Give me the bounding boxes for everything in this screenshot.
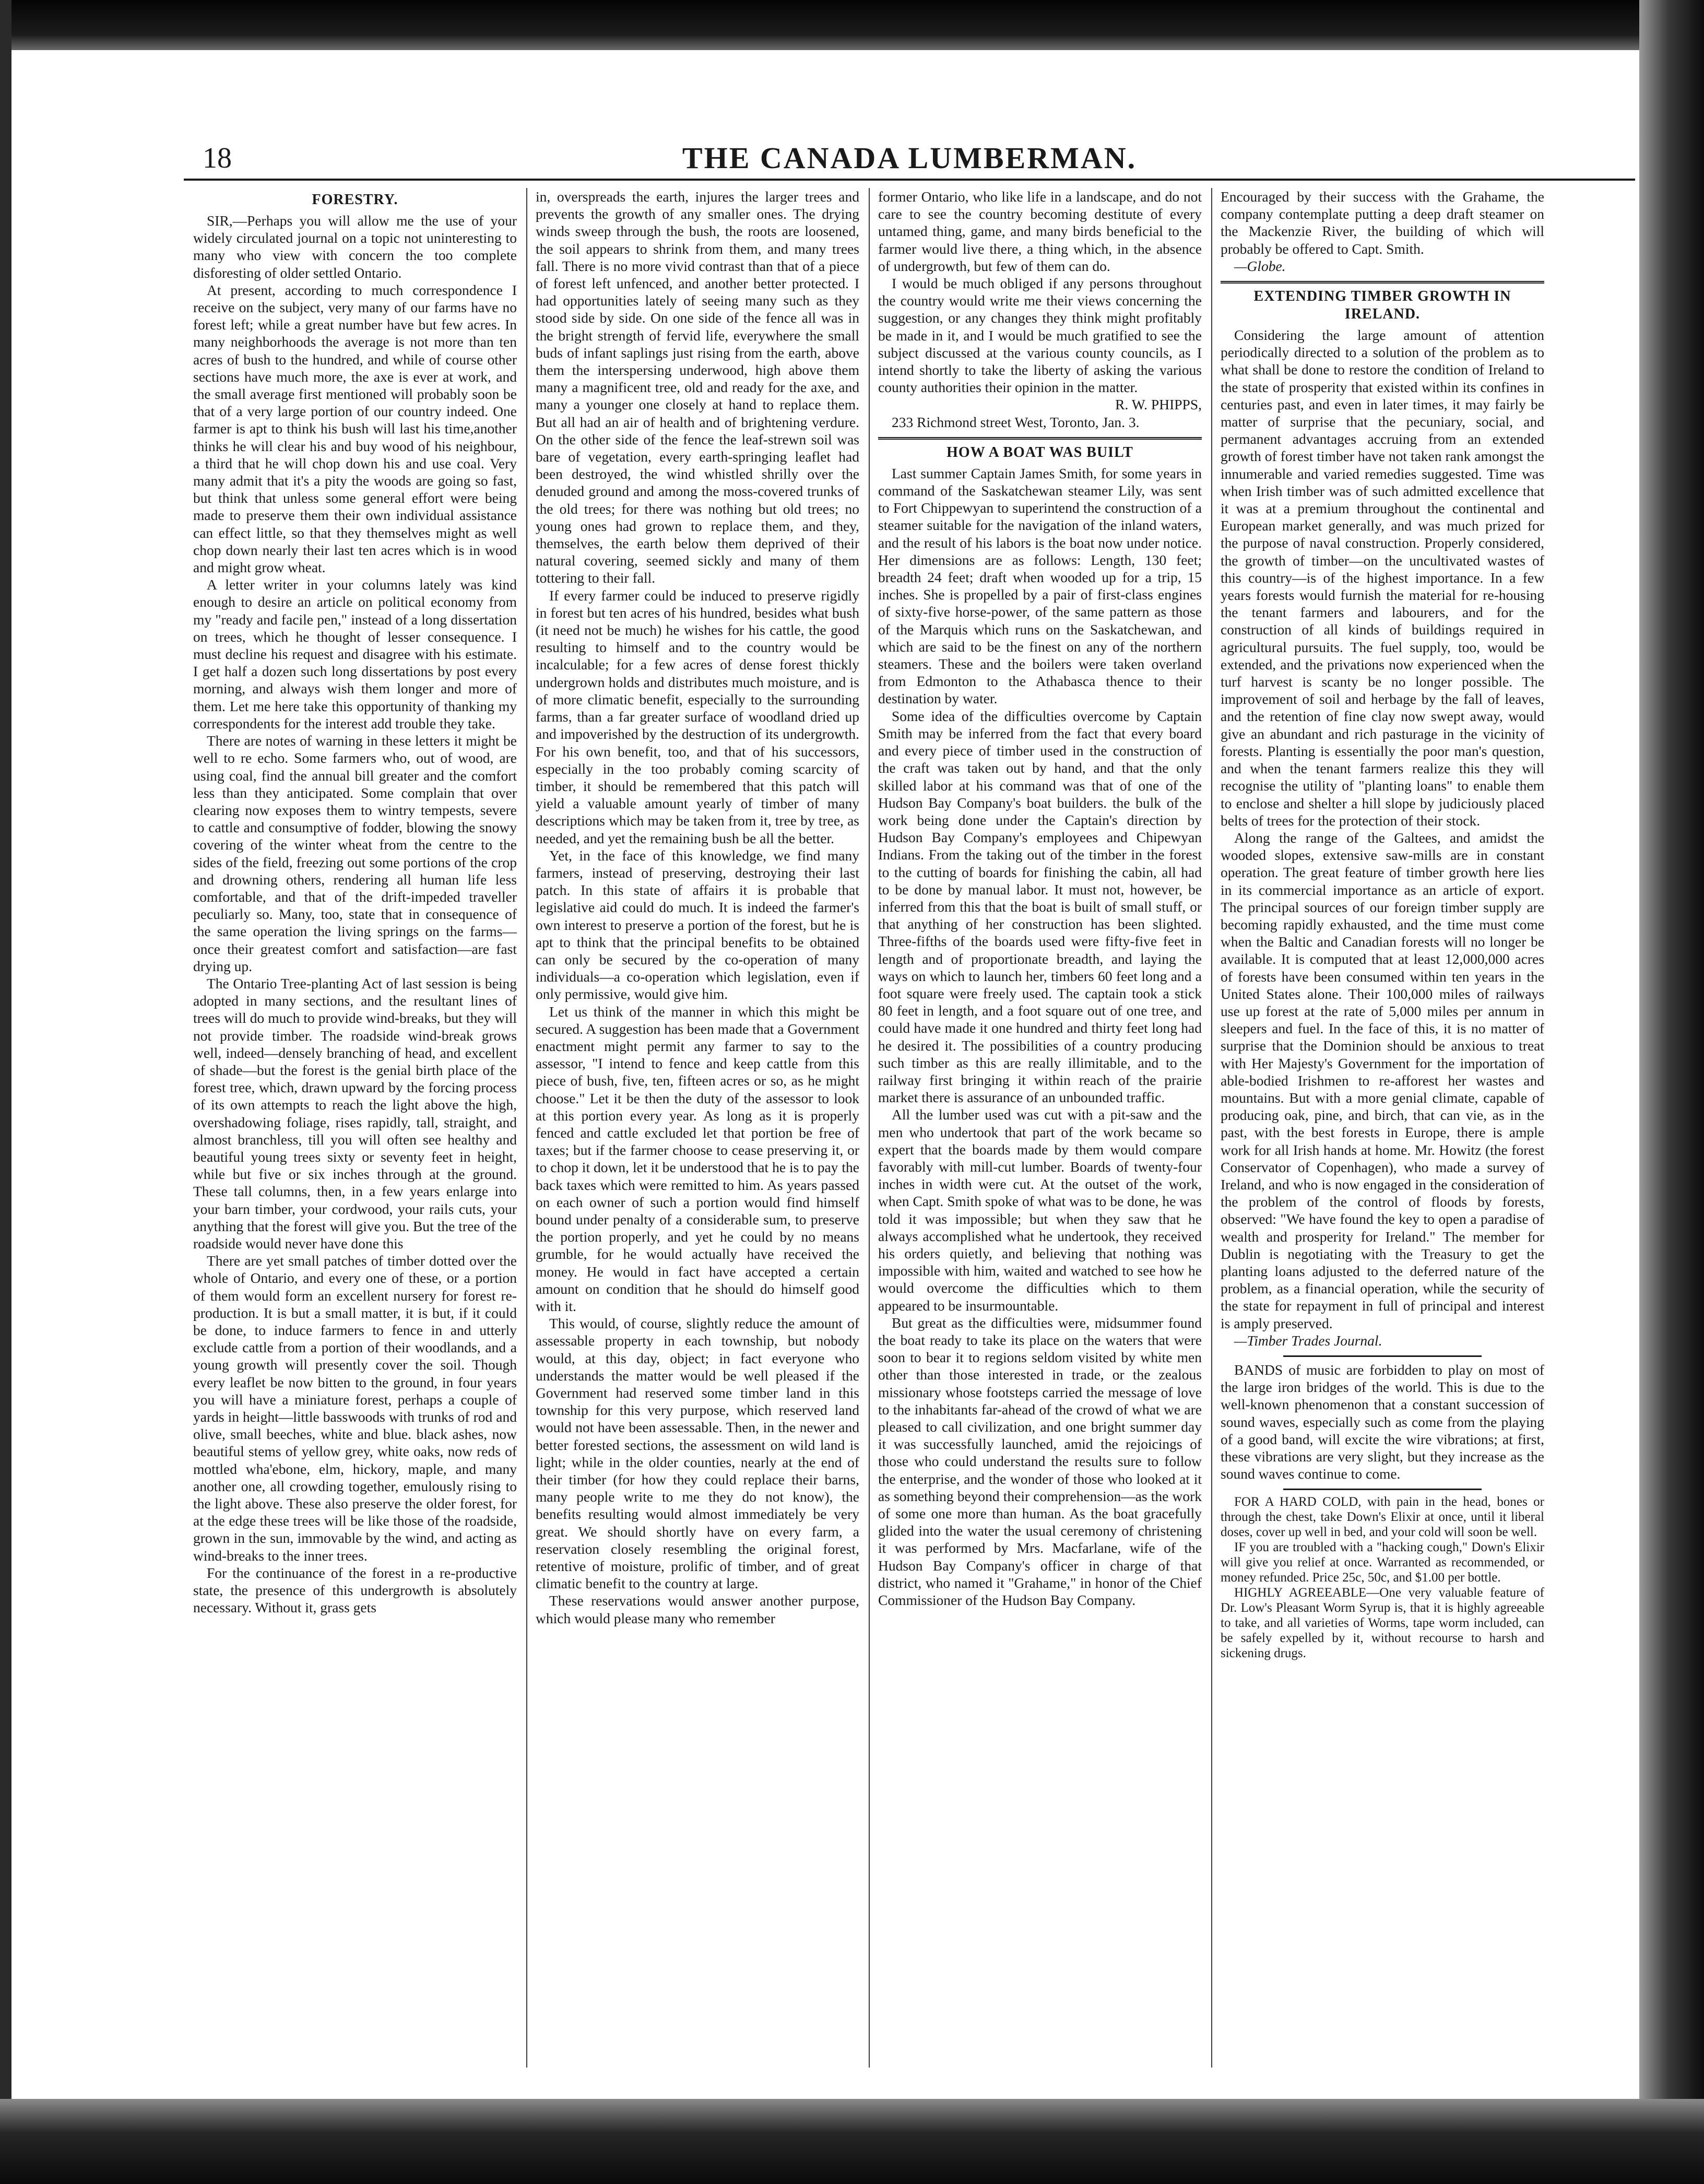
paragraph: For the continuance of the forest in a re-productive state, the presence of this undergrowth is absolutely necessary. Without it, grass gets bbox=[193, 1564, 517, 1616]
scan-border-left bbox=[0, 0, 11, 2184]
newspaper-title: THE CANADA LUMBERMAN. bbox=[682, 141, 1137, 175]
paragraph: But great as the difficulties were, midsummer found the boat ready to take its place on the waters that were soon to bear it to regions seldom visited by white men other than those interested in trade, or the zealous missionary whose footsteps carried the message of love to the inhabitants far-ahead of the crowd of what we are pleased to call civilization, and one bright summer day it was successfully launched, amid the rejoicings of those who could understand the results sure to follow the enterprise, and the wonder of those who looked at it as something beyond their comprehension—as the work of some one more than human. As the boat gracefully glided into the water the usual ceremony of christening it was performed by Mrs. Macfarlane, wife of the Hudson Bay Company's officer in charge of that district, who named it "Grahame," in honor of the Chief Commissioner of the Hudson Bay Company. bbox=[878, 1314, 1202, 1609]
column-rule bbox=[869, 188, 870, 2068]
paragraph: A letter writer in your columns lately was kind enough to desire an article on political economy from my "ready and facile pen," instead of a long dissertation on trees, which he thought of lesser consequence. I must decline his request and disagree with his estimate. I get half a dozen such long dissertations by post every morning, and always wish them longer and more of them. Let me here take this opportunity of thanking my correspondents for the interest add trouble they take. bbox=[193, 576, 517, 731]
article-columns bbox=[184, 188, 1635, 2068]
advertisement: HIGHLY AGREEABLE—One very valuable feature of Dr. Low's Pleasant Worm Syrup is, that it is highly agreeable to take, and all varieties of Worms, tape worm included, can be safely expelled by it, without recourse to harsh and sickening drugs. bbox=[1221, 1586, 1544, 1661]
advertisement: IF you are troubled with a "hacking cough," Down's Elixir will give you relief at once. Warranted as recommended, or money refunded. Price 25c, 50c, and $1.00 per bottle. bbox=[1221, 1540, 1544, 1585]
address: 233 Richmond street West, Toronto, Jan. 3. bbox=[892, 414, 1140, 430]
masthead bbox=[184, 140, 1635, 181]
source-credit: —Timber Trades Journal. bbox=[1234, 1332, 1382, 1349]
section-divider bbox=[1283, 1489, 1482, 1490]
paragraph: former Ontario, who like life in a landscape, and do not care to see the country becoming destitute of every untamed thing, game, and many birds beneficial to the farmer would live there, a thing which, in the absence of undergrowth, but few of them can do. bbox=[878, 188, 1202, 274]
section-divider bbox=[1283, 1355, 1482, 1357]
paragraph: Encouraged by their success with the Grahame, the company contemplate putting a deep draft steamer on the Mackenzie River, the building of which will probably be offered to Capt. Smith. bbox=[1221, 188, 1544, 257]
paragraph: There are yet small patches of timber dotted over the whole of Ontario, and every one of these, or a portion of them would form an excellent nursery for forest re-production. It is but a small matter, it is but, if it could be done, to induce farmers to fence in and utterly exclude cattle from a portion of their woodlands, and a young growth will presently cover the soil. Though every leaflet be now bitten to the ground, in four years you will have a miniature forest, perhaps a couple of yards in height—little basswoods with trunks of rod and olive, small beeches, white and blue. black ashes, now beautiful stems of yellow grey, white oaks, now reds of mottled wha'ebone, elm, hickory, maple, and many another one, all crowding together, emulously rising to the light above. These also preserve the older forest, for at the edge these trees will be like those of the roadside, grown in the sun, immovable by the wind, and acting as wind-breaks to the inner trees. bbox=[193, 1253, 517, 1564]
paragraph: Along the range of the Galtees, and amidst the wooded slopes, extensive saw-mills are in constant operation. The great feature of timber growth here lies in its commercial importance as an article of export. The principal sources of our foreign timber supply are becoming rapidly exhausted, and the time must come when the Baltic and Canadian forests will no longer be available. It is computed that at least 12,000,000 acres of forests have been consumed within ten years in the United States alone. Their 100,000 miles of railways use up forest at the rate of 5,000 miles per annum in sleepers and fuel. In the face of this, it is no matter of surprise that the Dominion should be anxious to treat with Her Majesty's Government for the importation of able-bodied Irishmen to re-afforest her wastes and mountains. But with a more genial climate, capable of producing oak, pine, and birch, that can vie, as in the past, with the best forests in Europe, there is ample work for all Irish hands at home. Mr. Howitz (the forest Conservator of Copenhagen), who made a survey of Ireland, and who is now engaged in the consideration of the problem of the control of floods by forests, observed: "We have found the key to open a paradise of wealth and prosperity for Ireland." The member for Dublin is negotiating with the Treasury to get the planting loans adjusted to the deferred nature of the problem, as a financial operation, while the security of the state for repayment in full of principal and interest is amply preserved. bbox=[1221, 829, 1544, 1331]
paragraph: There are notes of warning in these letters it might be well to re echo. Some farmers who, out of wood, are using coal, find the annual bill greater and the comfort less than they anticipated. Some complain that over clearing now exposes them to wintry tempests, severe to cattle and consumptive of fodder, blowing the snowy covering of the winter wheat from the centre to the sides of the field, freezing out some portions of the crop and drowning others, rendering all human life less comfortable, and that of the drift-impeded traveller peculiarly so. Many, too, state that in consequence of the same operation the living springs on the farms—once their greatest comfort and satisfaction—are fast drying up. bbox=[193, 733, 517, 974]
scan-border-bottom bbox=[0, 2099, 1704, 2184]
article-heading-boat: HOW A BOAT WAS BUILT bbox=[878, 437, 1202, 462]
newspaper-page bbox=[184, 140, 1635, 2072]
article-heading-forestry: FORESTRY. bbox=[312, 192, 398, 208]
column-1 bbox=[193, 188, 517, 2068]
source-credit: —Globe. bbox=[1234, 257, 1286, 274]
paragraph: in, overspreads the earth, injures the larger trees and prevents the growth of any smaller ones. The drying winds sweep through the bush, the roots are loosened, the soil appears to shrink from them, and many trees fall. There is no more vivid contrast than that of a piece of forest left unfenced, and another better protected. I had opportunities lately of seeing many such as they stood side by side. On one side of the fence all was in the bright strength of fervid life, everywhere the small buds of infant saplings just rising from the earth, above them the interspersing underwood, high above them many a magnificent tree, old and ready for the axe, and many a younger one closely at hand to replace them. But all had an air of health and of brightening verdure. On the other side of the fence the leaf-strewn soil was bare of vegetation, every earth-springing leaflet had been destroyed, the wind whistled shrilly over the denuded ground and among the moss-covered trunks of the old trees; for there was nothing but old trees; no young ones had grown to replace them, and they, themselves, the earth below them deprived of their natural covering, seemed sickly and many of them tottering to their fall. bbox=[536, 188, 859, 586]
signature: R. W. PHIPPS, bbox=[1115, 396, 1202, 413]
paragraph: Some idea of the difficulties overcome by Captain Smith may be inferred from the fact that every board and every piece of timber used in the construction of the craft was taken out by hand, and that the only skilled labor at his command was that of one of the Hudson Bay Company's boat builders. the bulk of the work being done under the Captain's direction by Hudson Bay Company's employees and Chipewyan Indians. From the taking out of the timber in the forest to the cutting of boards for finishing the cabin, all had to be done by manual labor. It must not, however, be inferred from this that the boat is built of small stuff, or that anything of her construction has been slighted. Three-fifths of the boards used were fifty-five feet in length and of proportionate breadth, and laying the ways on which to launch her, timbers 60 feet long and a foot square were freely used. The captain took a stick 80 feet in length, and a foot square out of one tree, and could have made it one hundred and thirty feet long had he desired it. The possibilities of a country producing such timber as this are really illimitable, and to the railway first bringing it within reach of the prairie market there is assurance of an unbounded traffic. bbox=[878, 707, 1202, 1106]
paragraph: The Ontario Tree-planting Act of last session is being adopted in many sections, and the resultant lines of trees will do much to provide wind-breaks, but they will not provide timber. The roadside wind-break grows well, indeed—densely branching of head, and excellent of shade—but the forest is the genial birth place of the forest tree, which, drawn upward by the forcing process of its own attempts to reach the light above the high, overshadowing foliage, rises rapidly, tall, straight, and almost branchless, till you will often see healthy and beautiful young trees sixty or seventy feet in height, while but five or six inches through at the ground. These tall columns, then, in a few years enlarge into your barn timber, your cordwood, your rails cuts, your anything that the forest will give you. But the tree of the roadside would never have done this bbox=[193, 975, 517, 1252]
column-3 bbox=[878, 188, 1202, 2068]
advertisement: FOR A HARD COLD, with pain in the head, bones or through the chest, take Down's Elixir at once, until it liberal doses, cover up well in bed, and your cold will soon be well. bbox=[1221, 1495, 1544, 1540]
page-number: 18 bbox=[203, 142, 232, 174]
paragraph: If every farmer could be induced to preserve rigidly in forest but ten acres of his hundred, besides what bush (it need not be much) he wishes for his cattle, the good resulting to himself and to the country would be incalculable; for a few acres of dense forest thickly undergrown holds and distributes much moisture, and is of more climatic benefit, especially to the surrounding farms, than a far greater surface of woodland dried up and impoverished by the destruction of its undergrowth. For his own benefit, too, and that of his successors, especially in the too probably coming scarcity of timber, it should be remembered that this patch will yield a valuable amount yearly of timber of many descriptions which may be taken from it, tree by tree, as needed, and yet the remaining bush be all the better. bbox=[536, 587, 859, 846]
paragraph: All the lumber used was cut with a pit-saw and the men who undertook that part of the work became so expert that the boards made by them would compare favorably with mill-cut lumber. Boards of twenty-four inches in width were cut. At the outset of the work, when Capt. Smith spoke of what was to be done, he was told it was impossible; but when they saw that he always accomplished what he undertook, they received his orders quietly, and believing that nothing was impossible with him, waited and watched to see how he would overcome the difficulties which to them appeared to be insurmountable. bbox=[878, 1106, 1202, 1314]
paragraph: This would, of course, slightly reduce the amount of assessable property in each township, but nobody would, at this day, object; in fact everyone who understands the matter would be well pleased if the Government had reserved some timber land in this township for this very purpose, which reserved land would not have been assessable. Then, in the newer and better forested sections, the assessment on wild land is light; while in the older counties, nearly at the end of their timber (for how they could replace their barns, many people write to me they do not know), the benefits resulting would almost immediately be very great. We should shortly have on every farm, a reservation closely resembling the original forest, retentive of moisture, prolific of timber, and of great climatic benefit to the country at large. bbox=[536, 1315, 859, 1592]
paragraph: At present, according to much correspondence I receive on the subject, very many of our farms have no forest left; while a great number have but few acres. In many neighborhoods the average is not more than ten acres of bush to the hundred, and while of course other sections have much more, the axe is ever at work, and the small average first mentioned will probably soon be that of a very large portion of our country indeed. One farmer is apt to think his bush will last his time,another thinks he will clear his and buy wood of his neighbour, a third that he will chop down his and use coal. Very many admit that it's a pity the woods are going so fast, but think that unless some general effort were being made to preserve them their own individual assistance can effect little, so that they themselves might as well chop down nearly their last ten acres which is in wood and might grow wheat. bbox=[193, 281, 517, 576]
paragraph: I would be much obliged if any persons throughout the country would write me their views concerning the suggestion, or any changes they think might profitably be made in it, and I would be much gratified to see the subject discussed at the various county councils, as I intend shortly to take the liberty of asking the various county authorities their opinion in the matter. bbox=[878, 275, 1202, 396]
column-4 bbox=[1221, 188, 1544, 2068]
column-2 bbox=[536, 188, 859, 2068]
article-heading-ireland: EXTENDING TIMBER GROWTH IN IRELAND. bbox=[1221, 281, 1544, 323]
paragraph: Let us think of the manner in which this might be secured. A suggestion has been made that a Government enactment might permit any farmer to say to the assessor, "I intend to fence and keep cattle from this piece of bush, five, ten, fifteen acres or so, as he might choose." Let it be then the duty of the assessor to look at this portion every year. As long as it is properly fenced and cattle excluded let that portion be free of taxes; but if the farmer choose to cease preserving it, or to chop it down, let it be understood that he is to pay the back taxes which were remitted to him. As years passed on each owner of such a portion would find himself bound under penalty of a considerable sum, to preserve the portion properly, and yet he could by no means grumble, for he would actually have received the money. He would in fact have accepted a certain amount on condition that he should do himself good with it. bbox=[536, 1003, 859, 1314]
column-rule bbox=[526, 188, 527, 2068]
paragraph: SIR,—Perhaps you will allow me the use of your widely circulated journal on a topic not uninteresting to many who view with concern the too complete disforesting of older settled Ontario. bbox=[193, 213, 517, 281]
paragraph: These reservations would answer another purpose, which would please many who remember bbox=[536, 1592, 859, 1626]
scan-border-top bbox=[0, 0, 1704, 50]
paragraph-bands: BANDS of music are forbidden to play on most of the large iron bridges of the world. This is due to the well-known phenomenon that a constant succession of sound waves, especially such as come from the playing of a good band, will excite the wire vibrations; at first, these vibrations are very slight, but they increase as the sound waves continue to come. bbox=[1221, 1362, 1544, 1482]
scan-border-right bbox=[1639, 0, 1704, 2184]
paragraph: Last summer Captain James Smith, for some years in command of the Saskatchewan steamer Lily, was sent to Fort Chippewyan to superintend the construction of a steamer suitable for the navigation of the inland waters, and the result of his labors is the boat now under notice. Her dimensions are as follows: Length, 130 feet; breadth 24 feet; draft when wooded up for a trip, 15 inches. She is propelled by a pair of first-class engines of sixty-five horse-power, of the same pattern as those of the Marquis which runs on the Saskatchewan, and which are said to be the finest on any of the northern steamers. These and the boilers were taken overland from Edmonton to the Athabasca thence to their destination by water. bbox=[878, 465, 1202, 707]
paragraph: Considering the large amount of attention periodically directed to a solution of the problem as to what shall be done to restore the condition of Ireland to the state of prosperity that existed within its confines in centuries past, and even in later times, it may fairly be matter of surprise that the pecuniary, social, and permanent advantages accruing from an extended growth of forest timber have not taken rank amongst the innumerable and varied remedies suggested. Time was when Irish timber was of such admitted excellence that it was at a premium throughout the continental and European market generally, and was much prized for the purpose of naval construction. Properly considered, the growth of timber—on the uncultivated wastes of this country—is of the highest importance. In a few years forests would furnish the material for re-housing the tenant farmers and labourers, and for the construction of all kinds of buildings required in agricultural pursuits. The fuel supply, too, would be extended, and the privations now experienced when the turf harvest is scanty be no longer possible. The improvement of soil and herbage by the fall of leaves, and the retention of fine clay now swept away, would give an abundant and rich pasturage in the vicinity of forests. Planting is essentially the poor man's question, and when the tenant farmers realize this they will recognise the utility of "planting loans" to enable them to enclose and shelter a hill slope by judiciously placed belts of trees for the protection of their stock. bbox=[1221, 327, 1544, 829]
paragraph: Yet, in the face of this knowledge, we find many farmers, instead of preserving, destroying their last patch. In this state of affairs it is probable that legislative aid could do much. It is indeed the farmer's own interest to preserve a portion of the forest, but he is apt to think that the principal benefits to be obtained can only be secured by the co-operation of many individuals—a co-operation which legislation, even if only permissive, would give him. bbox=[536, 847, 859, 1002]
column-rule bbox=[1211, 188, 1212, 2068]
